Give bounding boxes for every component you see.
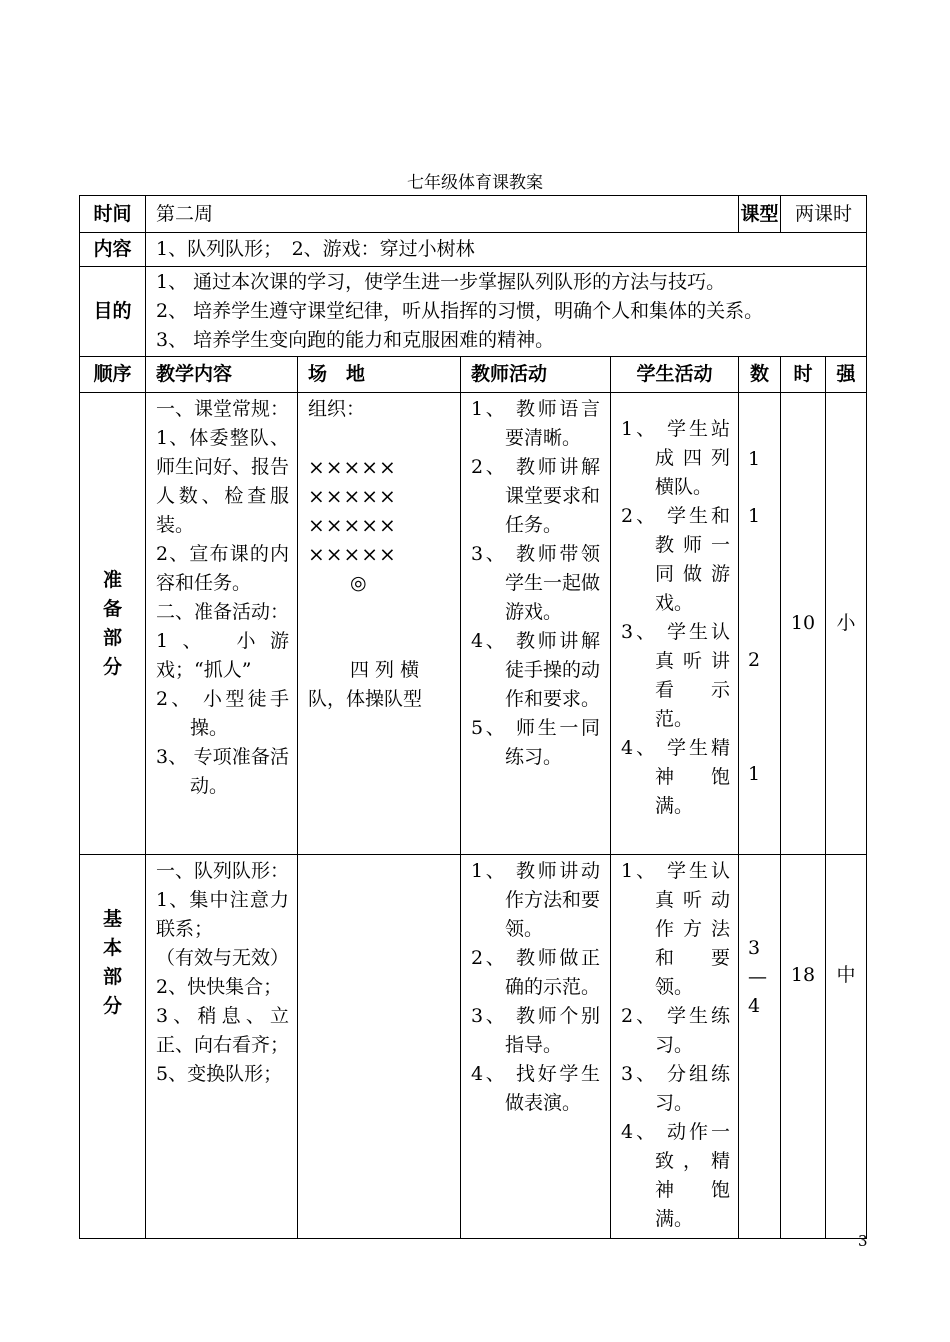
column-header-row xyxy=(80,357,867,393)
goal-item: 2、 培养学生遵守课堂纪律，听从指挥的习惯，明确个人和集体的关系。 xyxy=(156,300,764,322)
content-line: 3、 专项准备活动。 xyxy=(156,746,289,797)
content-line: 一、队列队形： xyxy=(156,860,290,882)
venue-cell xyxy=(298,393,461,855)
time-cell: 18 xyxy=(781,855,826,1239)
section-row-preparation xyxy=(80,393,867,855)
content-value: 1、队列队形； 2、游戏：穿过小树林 xyxy=(146,233,867,267)
student-activity-item: 1、 学生认真听动作方法和要领。 xyxy=(621,860,731,998)
col-student: 学生活动 xyxy=(611,357,739,393)
teacher-activity-item: 1、 教师语言要清晰。 xyxy=(471,398,600,449)
teacher-activity-item: 1、 教师讲动作方法和要领。 xyxy=(471,860,601,940)
count-value: 2 xyxy=(748,649,761,671)
content-line: 1、 小游戏；“抓人” xyxy=(156,630,289,681)
document-title: 七年级体育课教案 xyxy=(407,173,543,193)
time-row xyxy=(80,196,867,233)
content-line: （有效与无效） xyxy=(156,947,290,969)
content-line: 2、宣布课的内容和任务。 xyxy=(156,543,289,594)
teaching-content-cell xyxy=(146,393,298,855)
teacher-activity-item: 3、 教师带领学生一起做游戏。 xyxy=(471,543,601,623)
content-line: 2、快快集合； xyxy=(156,976,283,998)
goal-list xyxy=(146,267,867,357)
student-activity-item: 2、 学生练习。 xyxy=(621,1005,731,1056)
formation-row: ××××× xyxy=(308,484,397,508)
formation-row: ××××× xyxy=(308,455,397,479)
lesson-type-value: 两课时 xyxy=(781,196,867,233)
time-cell: 10 xyxy=(781,393,826,855)
student-activity-item: 2、 学生和教师一同做游戏。 xyxy=(621,505,731,614)
content-line: 1、体委整队、师生问好、报告人数、检查服装。 xyxy=(156,427,290,536)
formation-row: ××××× xyxy=(308,513,397,537)
lesson-plan-table xyxy=(79,195,867,1239)
count-value: 1 xyxy=(748,763,761,785)
student-activity-cell xyxy=(611,855,739,1239)
venue-org-label: 组织： xyxy=(308,398,366,420)
count-cell xyxy=(739,393,781,855)
goal-label: 目的 xyxy=(80,267,146,357)
page-number: 3 xyxy=(858,1232,868,1250)
teacher-activity-item: 4、 找好学生做表演。 xyxy=(471,1063,600,1114)
count-value: 4 xyxy=(748,995,761,1017)
count-value: — xyxy=(748,966,768,988)
teacher-activity-cell xyxy=(461,393,611,855)
count-cell xyxy=(739,855,781,1239)
venue-note: 四 列 横 队，体操队型 xyxy=(308,659,423,710)
col-content: 教学内容 xyxy=(146,357,298,393)
col-teacher: 教师活动 xyxy=(461,357,611,393)
section-name: 基本部分 xyxy=(80,855,146,1239)
goal-item: 3、 培养学生变向跑的能力和克服困难的精神。 xyxy=(156,329,555,351)
student-activity-item: 3、 学生认真听讲看示范。 xyxy=(621,621,731,730)
teacher-activity-item: 5、 师生一同练习。 xyxy=(471,717,600,768)
col-time: 时 xyxy=(781,357,826,393)
venue-cell xyxy=(298,855,461,1239)
col-count: 数 xyxy=(739,357,781,393)
col-venue: 场 地 xyxy=(298,357,461,393)
goal-item: 1、 通过本次课的学习，使学生进一步掌握队列队形的方法与技巧。 xyxy=(156,271,726,293)
lesson-type-label: 课型 xyxy=(739,196,781,233)
goal-row xyxy=(80,267,867,357)
time-label: 时间 xyxy=(80,196,146,233)
teacher-activity-item: 2、 教师讲解课堂要求和任务。 xyxy=(471,456,601,536)
teacher-activity-item: 3、 教师个别指导。 xyxy=(471,1005,600,1056)
section-name: 准备部分 xyxy=(80,393,146,855)
teacher-activity-item: 4、 教师讲解徒手操的动作和要求。 xyxy=(471,630,601,710)
intensity-cell: 中 xyxy=(826,855,867,1239)
student-activity-item: 4、 学生精神饱满。 xyxy=(621,737,731,817)
section-row-basic xyxy=(80,855,867,1239)
student-activity-item: 3、 分组练习。 xyxy=(621,1063,731,1114)
col-intensity: 强 xyxy=(826,357,867,393)
teacher-activity-item: 2、 教师做正确的示范。 xyxy=(471,947,601,998)
count-value: 1 xyxy=(748,448,761,470)
student-activity-cell xyxy=(611,393,739,855)
content-line: 5、变换队形； xyxy=(156,1063,283,1085)
count-value: 3 xyxy=(748,937,761,959)
col-order: 顺序 xyxy=(80,357,146,393)
formation-row: ××××× xyxy=(308,542,397,566)
teacher-activity-cell xyxy=(461,855,611,1239)
student-activity-item: 1、 学生站成四列横队。 xyxy=(621,418,731,498)
content-row xyxy=(80,233,867,267)
intensity-cell: 小 xyxy=(826,393,867,855)
content-line: 3、稍息、立正、向右看齐； xyxy=(156,1005,290,1056)
content-line: 二、准备活动： xyxy=(156,601,290,623)
content-line: 1、集中注意力联系； xyxy=(156,889,289,940)
content-line: 2、 小型徒手操。 xyxy=(156,688,289,739)
teaching-content-cell xyxy=(146,855,298,1239)
content-label: 内容 xyxy=(80,233,146,267)
count-value: 1 xyxy=(748,505,761,527)
content-line: 一、课堂常规： xyxy=(156,398,290,420)
time-value: 第二周 xyxy=(146,196,739,233)
student-activity-item: 4、 动作一致，精神饱满。 xyxy=(621,1121,731,1230)
teacher-position-mark: ◎ xyxy=(350,572,367,594)
